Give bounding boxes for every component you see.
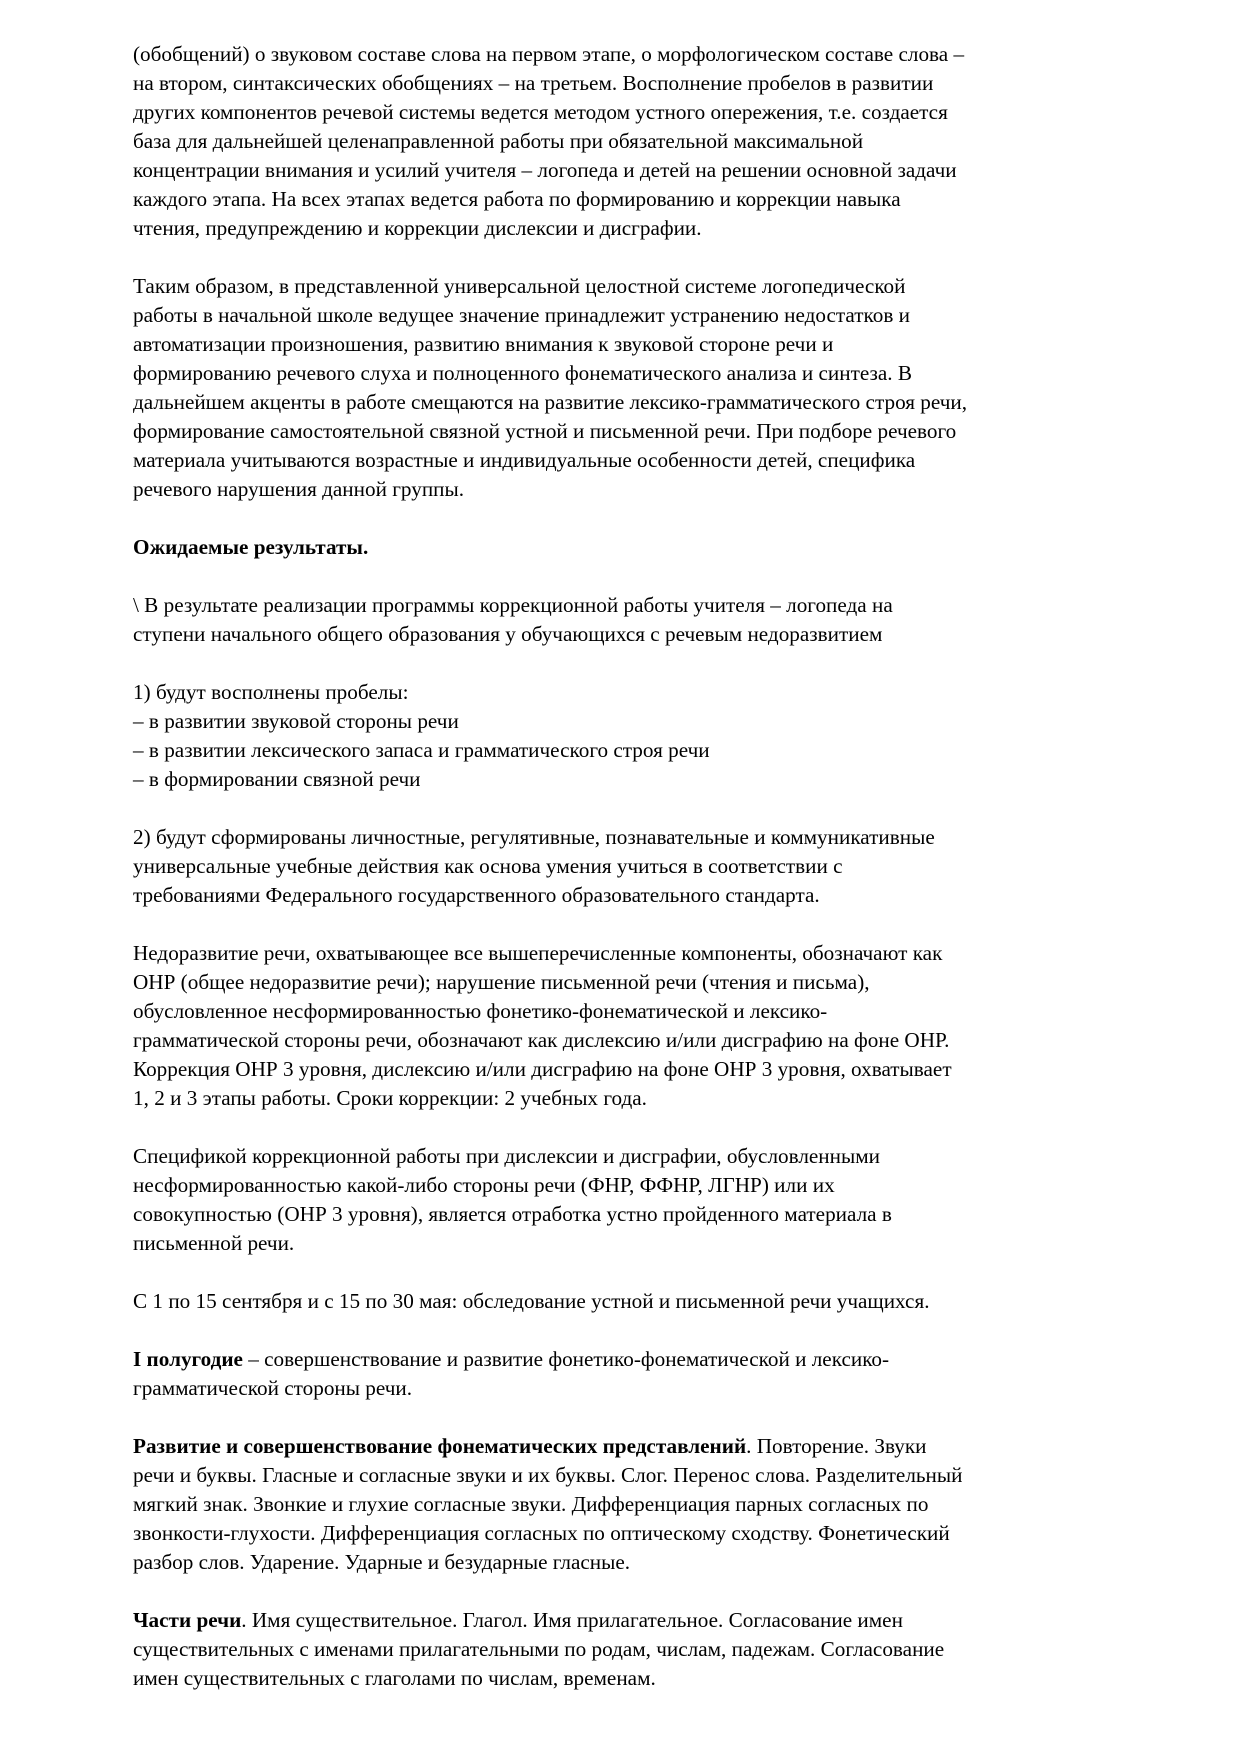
text-line: формирование самостоятельной связной устной и письменной речи. При подборе речевого — [133, 419, 957, 443]
paragraph-results-intro — [133, 591, 1133, 649]
text-line: на втором, синтаксических обобщениях – на третьем. Восполнение пробелов в развитии — [133, 71, 934, 95]
list-item: 1) будут восполнены пробелы: — [133, 680, 409, 704]
text-line: Спецификой коррекционной работы при дислексии и дисграфии, обусловленными — [133, 1144, 880, 1168]
list-gaps-filled — [133, 678, 1133, 794]
text-line: Коррекция ОНР 3 уровня, дислексию и/или дисграфию на фоне ОНР 3 уровня, охватывает — [133, 1057, 952, 1081]
text-line: разбор слов. Ударение. Ударные и безударные гласные. — [133, 1550, 631, 1574]
text-line: материала учитываются возрастные и индивидуальные особенности детей, специфика — [133, 448, 916, 472]
text-line: имен существительных с глаголами по числам, временам. — [133, 1666, 656, 1690]
text-line: \ В результате реализации программы коррекционной работы учителя – логопеда на — [133, 593, 893, 617]
text-line: мягкий знак. Звонкие и глухие согласные звуки. Дифференциация парных согласных по — [133, 1492, 929, 1516]
bold-term: Части речи — [133, 1608, 242, 1632]
document-page — [133, 40, 1133, 1722]
bold-term: I полугодие — [133, 1347, 243, 1371]
paragraph-first-semester — [133, 1345, 1133, 1403]
text-line: других компонентов речевой системы ведется методом устного опережения, т.е. создается — [133, 100, 948, 124]
paragraph-system-summary — [133, 272, 1133, 504]
list-item: – в развитии звуковой стороны речи — [133, 709, 459, 733]
text-line: письменной речи. — [133, 1231, 295, 1255]
text-line: несформированностью какой-либо стороны речи (ФНР, ФФНР, ЛГНР) или их — [133, 1173, 835, 1197]
text-line: речи и буквы. Гласные и согласные звуки и их буквы. Слог. Перенос слова. Разделительный — [133, 1463, 963, 1487]
text-line: Недоразвитие речи, охватывающее все вышеперечисленные компоненты, обозначают как — [133, 941, 943, 965]
text-line: С 1 по 15 сентября и с 15 по 30 мая: обследование устной и письменной речи учащихся. — [133, 1289, 930, 1313]
text-line: звонкости-глухости. Дифференциация согласных по оптическому сходству. Фонетический — [133, 1521, 950, 1545]
text-line — [133, 1606, 1133, 1635]
text-line — [133, 1345, 1133, 1374]
paragraph-correction-specifics — [133, 1142, 1133, 1258]
text-line: чтения, предупреждению и коррекции дислексии и дисграфии. — [133, 216, 702, 240]
text-fragment: – совершенствование и развитие фонетико-фонематической и лексико- — [242, 1347, 890, 1371]
text-line: ОНР (общее недоразвитие речи); нарушение письменной речи (чтения и письма), — [133, 970, 870, 994]
text-line: существительных с именами прилагательными по родам, числам, падежам. Согласование — [133, 1637, 945, 1661]
text-line: автоматизации произношения, развитию внимания к звуковой стороне речи и — [133, 332, 834, 356]
text-line: каждого этапа. На всех этапах ведется работа по формированию и коррекции навыка — [133, 187, 901, 211]
text-line: требованиями Федерального государственного образовательного стандарта. — [133, 883, 820, 907]
text-line: база для дальнейшей целенаправленной работы при обязательной максимальной — [133, 129, 864, 153]
text-line: универсальные учебные действия как основа умения учиться в соответствии с — [133, 854, 843, 878]
text-line: (обобщений) о звуковом составе слова на первом этапе, о морфологическом составе слова – — [133, 42, 965, 66]
text-line: обусловленное несформированностью фонетико-фонематической и лексико- — [133, 999, 828, 1023]
text-line: 2) будут сформированы личностные, регулятивные, познавательные и коммуникативные — [133, 825, 935, 849]
text-line: грамматической стороны речи, обозначают как дислексию и/или дисграфию на фоне ОНР. — [133, 1028, 950, 1052]
text-line: Таким образом, в представленной универсальной целостной системе логопедической — [133, 274, 906, 298]
text-line: совокупностью (ОНР 3 уровня), является отработка устно пройденного материала в — [133, 1202, 892, 1226]
list-item: – в развитии лексического запаса и грамматического строя речи — [133, 738, 710, 762]
text-fragment: . Имя существительное. Глагол. Имя прилагательное. Согласование имен — [241, 1608, 903, 1632]
text-line: концентрации внимания и усилий учителя – логопеда и детей на решении основной задачи — [133, 158, 957, 182]
paragraph-learning-actions — [133, 823, 1133, 910]
text-line: грамматической стороны речи. — [133, 1376, 413, 1400]
text-line: 1, 2 и 3 этапы работы. Сроки коррекции: 2 учебных года. — [133, 1086, 647, 1110]
paragraph-phonemic-development — [133, 1432, 1133, 1577]
list-item: – в формировании связной речи — [133, 767, 421, 791]
paragraph-onr-definition — [133, 939, 1133, 1113]
text-line — [133, 1432, 1133, 1461]
paragraph-parts-of-speech — [133, 1606, 1133, 1693]
text-line: речевого нарушения данной группы. — [133, 477, 465, 501]
text-line: дальнейшем акценты в работе смещаются на развитие лексико-грамматического строя речи, — [133, 390, 968, 414]
bold-term: Развитие и совершенствование фонематических представлений — [133, 1434, 747, 1458]
text-fragment: . Повторение. Звуки — [746, 1434, 927, 1458]
heading-expected-results: Ожидаемые результаты. — [133, 535, 369, 559]
text-line: ступени начального общего образования у обучающихся с речевым недоразвитием — [133, 622, 883, 646]
text-line: работы в начальной школе ведущее значение принадлежит устранению недостатков и — [133, 303, 910, 327]
paragraph-generalizations — [133, 40, 1133, 243]
text-line: формированию речевого слуха и полноценного фонематического анализа и синтеза. В — [133, 361, 913, 385]
paragraph-examination-dates — [133, 1287, 1133, 1316]
